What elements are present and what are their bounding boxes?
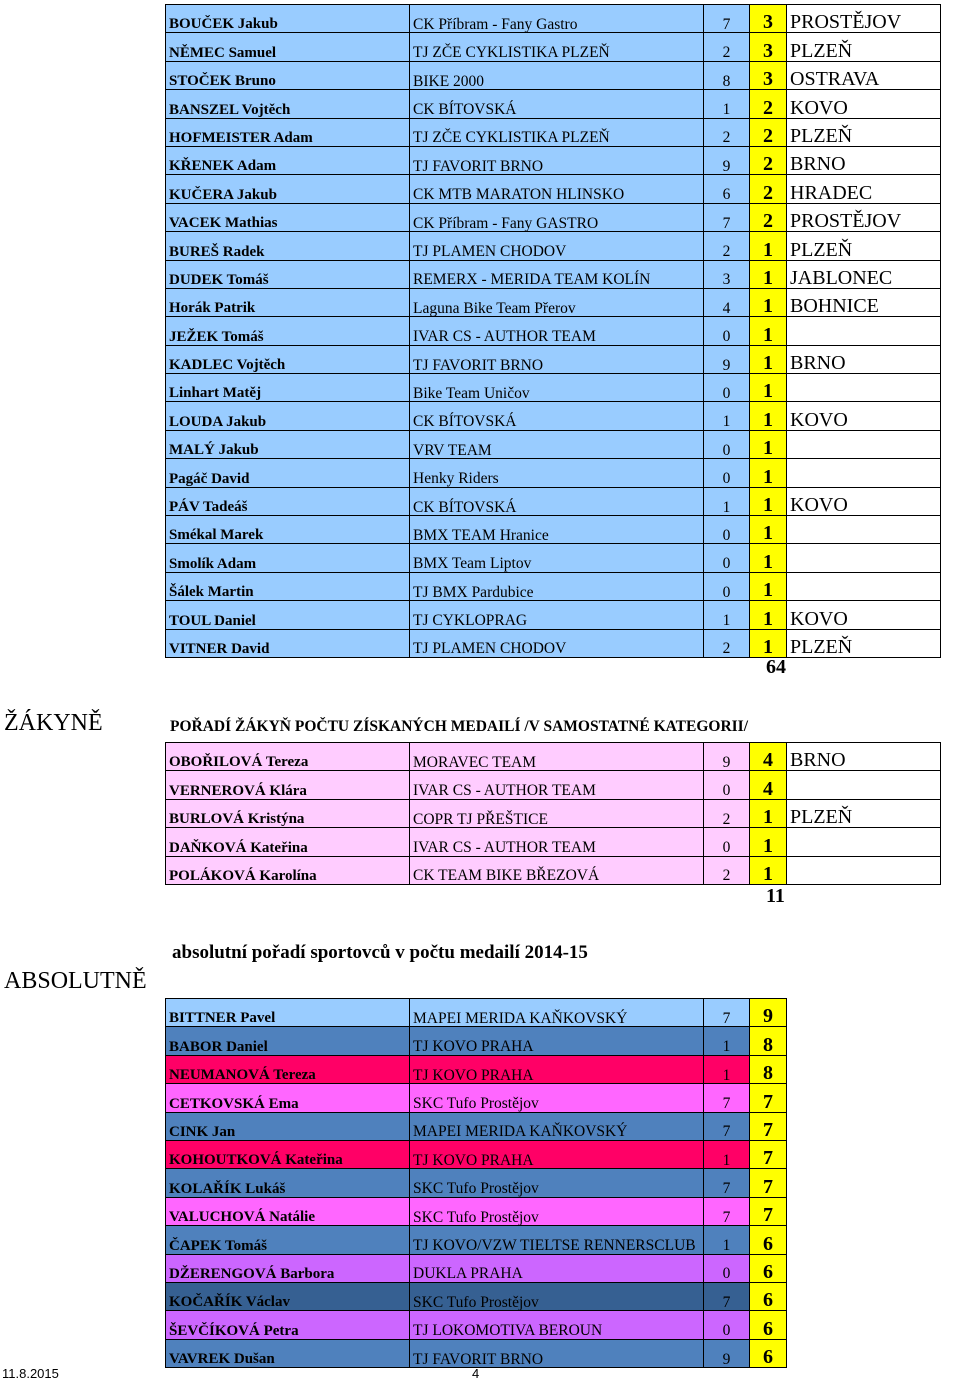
table-row	[166, 1140, 787, 1168]
athlete-name: VERNEROVÁ Klára	[166, 771, 410, 799]
number-cell: 1	[704, 90, 750, 118]
club-name: TJ PLAMEN CHODOV	[410, 629, 704, 657]
club-name: TJ CYKLOPRAG	[410, 601, 704, 629]
medal-count: 3	[750, 5, 787, 33]
club-name: CK TEAM BIKE BŘEZOVÁ	[410, 856, 704, 884]
number-cell: 2	[704, 118, 750, 146]
medal-count: 6	[750, 1311, 787, 1339]
table-row	[166, 799, 941, 827]
medal-count: 1	[750, 828, 787, 856]
medal-count: 1	[750, 629, 787, 657]
medal-count: 1	[750, 260, 787, 288]
athlete-name: HOFMEISTER Adam	[166, 118, 410, 146]
region-cell	[787, 572, 941, 600]
region-cell	[787, 516, 941, 544]
athlete-name: KŘENEK Adam	[166, 146, 410, 174]
medal-count: 2	[750, 118, 787, 146]
number-cell: 3	[704, 260, 750, 288]
table-row	[166, 1282, 787, 1310]
region-cell	[787, 459, 941, 487]
athlete-name: VITNER David	[166, 629, 410, 657]
number-cell: 9	[704, 345, 750, 373]
number-cell: 0	[704, 317, 750, 345]
athlete-name: VALUCHOVÁ Natálie	[166, 1197, 410, 1225]
table-row	[166, 743, 941, 771]
club-name: TJ KOVO PRAHA	[410, 1055, 704, 1083]
region-cell	[787, 430, 941, 458]
medal-count: 4	[750, 743, 787, 771]
athlete-name: BOUČEK Jakub	[166, 5, 410, 33]
table-row	[166, 1311, 787, 1339]
athlete-name: Linhart Matěj	[166, 374, 410, 402]
region-cell: PROSTĚJOV	[787, 5, 941, 33]
table-row	[166, 175, 941, 203]
athlete-name: Šálek Martin	[166, 572, 410, 600]
region-cell: BRNO	[787, 345, 941, 373]
medal-count: 2	[750, 146, 787, 174]
medal-count: 3	[750, 33, 787, 61]
club-name: CK Příbram - Fany Gastro	[410, 5, 704, 33]
medal-count: 1	[750, 317, 787, 345]
club-name: CK BÍTOVSKÁ	[410, 487, 704, 515]
table-row	[166, 828, 941, 856]
number-cell: 0	[704, 1311, 750, 1339]
number-cell: 7	[704, 1084, 750, 1112]
table-row	[166, 288, 941, 316]
medal-count: 6	[750, 1226, 787, 1254]
athlete-name: DŽERENGOVÁ Barbora	[166, 1254, 410, 1282]
table-row	[166, 232, 941, 260]
club-name: CK BÍTOVSKÁ	[410, 90, 704, 118]
region-cell	[787, 374, 941, 402]
athlete-name: DAŇKOVÁ Kateřina	[166, 828, 410, 856]
athlete-name: LOUDA Jakub	[166, 402, 410, 430]
region-cell: BRNO	[787, 743, 941, 771]
athlete-name: KOČAŘÍK Václav	[166, 1282, 410, 1310]
club-name: TJ FAVORIT BRNO	[410, 1339, 704, 1367]
absolute-title: absolutní pořadí sportovců v počtu medailí 2014-15	[172, 942, 588, 963]
number-cell: 7	[704, 1112, 750, 1140]
club-name: TJ KOVO PRAHA	[410, 1140, 704, 1168]
medal-count: 2	[750, 203, 787, 231]
number-cell: 7	[704, 999, 750, 1027]
medal-count: 7	[750, 1084, 787, 1112]
number-cell: 7	[704, 1197, 750, 1225]
club-name: TJ KOVO PRAHA	[410, 1027, 704, 1055]
region-cell: JABLONEC	[787, 260, 941, 288]
number-cell: 7	[704, 203, 750, 231]
athlete-name: PÁV Tadeáš	[166, 487, 410, 515]
athlete-name: BURLOVÁ Kristýna	[166, 799, 410, 827]
region-cell: PLZEŇ	[787, 629, 941, 657]
medal-count: 7	[750, 1169, 787, 1197]
medal-count: 1	[750, 516, 787, 544]
number-cell: 0	[704, 1254, 750, 1282]
girls-side-label: ŽÁKYNĚ	[4, 710, 103, 736]
athlete-name: POLÁKOVÁ Karolína	[166, 856, 410, 884]
number-cell: 9	[704, 146, 750, 174]
region-cell: PLZEŇ	[787, 799, 941, 827]
athlete-name: ČAPEK Tomáš	[166, 1226, 410, 1254]
number-cell: 0	[704, 516, 750, 544]
number-cell: 2	[704, 799, 750, 827]
club-name: CK BÍTOVSKÁ	[410, 402, 704, 430]
athlete-name: KOLAŘÍK Lukáš	[166, 1169, 410, 1197]
athlete-name: KUČERA Jakub	[166, 175, 410, 203]
table-row	[166, 1339, 787, 1367]
number-cell: 0	[704, 544, 750, 572]
table-row	[166, 544, 941, 572]
region-cell	[787, 856, 941, 884]
number-cell: 7	[704, 1282, 750, 1310]
number-cell: 1	[704, 487, 750, 515]
medal-count: 6	[750, 1339, 787, 1367]
athlete-name: BABOR Daniel	[166, 1027, 410, 1055]
medal-count: 8	[750, 1055, 787, 1083]
club-name: DUKLA PRAHA	[410, 1254, 704, 1282]
club-name: TJ ZČE CYKLISTIKA PLZEŇ	[410, 33, 704, 61]
club-name: IVAR CS - AUTHOR TEAM	[410, 317, 704, 345]
table-row	[166, 1084, 787, 1112]
number-cell: 1	[704, 1226, 750, 1254]
athlete-name: OBOŘILOVÁ Tereza	[166, 743, 410, 771]
region-cell	[787, 544, 941, 572]
table-row	[166, 402, 941, 430]
girls-total: 11	[766, 885, 785, 907]
table-row	[166, 5, 941, 33]
number-cell: 0	[704, 430, 750, 458]
athlete-name: Smolík Adam	[166, 544, 410, 572]
region-cell: PLZEŇ	[787, 232, 941, 260]
club-name: TJ LOKOMOTIVA BEROUN	[410, 1311, 704, 1339]
table-row	[166, 629, 941, 657]
number-cell: 0	[704, 374, 750, 402]
club-name: IVAR CS - AUTHOR TEAM	[410, 828, 704, 856]
medal-count: 1	[750, 232, 787, 260]
medal-count: 1	[750, 544, 787, 572]
table-row	[166, 1226, 787, 1254]
athlete-name: STOČEK Bruno	[166, 61, 410, 89]
medal-count: 1	[750, 856, 787, 884]
number-cell: 2	[704, 629, 750, 657]
athlete-name: BUREŠ Radek	[166, 232, 410, 260]
footer-date: 11.8.2015	[2, 1366, 59, 1381]
region-cell: KOVO	[787, 402, 941, 430]
athlete-name: VAVREK Dušan	[166, 1339, 410, 1367]
number-cell: 1	[704, 402, 750, 430]
club-name: BMX Team Liptov	[410, 544, 704, 572]
athlete-name: BITTNER Pavel	[166, 999, 410, 1027]
club-name: TJ BMX Pardubice	[410, 572, 704, 600]
region-cell: PLZEŇ	[787, 118, 941, 146]
table-row	[166, 317, 941, 345]
club-name: Henky Riders	[410, 459, 704, 487]
medal-count: 6	[750, 1282, 787, 1310]
region-cell: HRADEC	[787, 175, 941, 203]
region-cell: KOVO	[787, 487, 941, 515]
athlete-name: Horák Patrik	[166, 288, 410, 316]
medal-count: 7	[750, 1197, 787, 1225]
athlete-name: NĚMEC Samuel	[166, 33, 410, 61]
table-row	[166, 33, 941, 61]
number-cell: 7	[704, 1169, 750, 1197]
athlete-name: KOHOUTKOVÁ Kateřina	[166, 1140, 410, 1168]
club-name: BIKE 2000	[410, 61, 704, 89]
footer-page-number: 4	[472, 1366, 480, 1381]
region-cell	[787, 771, 941, 799]
medal-count: 1	[750, 288, 787, 316]
club-name: MORAVEC TEAM	[410, 743, 704, 771]
number-cell: 9	[704, 1339, 750, 1367]
number-cell: 1	[704, 1140, 750, 1168]
club-name: CK Příbram - Fany GASTRO	[410, 203, 704, 231]
region-cell: BRNO	[787, 146, 941, 174]
region-cell: OSTRAVA	[787, 61, 941, 89]
table-row	[166, 516, 941, 544]
table-row	[166, 430, 941, 458]
club-name: SKC Tufo Prostějov	[410, 1169, 704, 1197]
athlete-name: KADLEC Vojtěch	[166, 345, 410, 373]
number-cell: 7	[704, 5, 750, 33]
table-row	[166, 1112, 787, 1140]
medal-count: 1	[750, 572, 787, 600]
table-row	[166, 1055, 787, 1083]
table-row	[166, 771, 941, 799]
table-row	[166, 1197, 787, 1225]
club-name: IVAR CS - AUTHOR TEAM	[410, 771, 704, 799]
table-row	[166, 999, 787, 1027]
region-cell	[787, 317, 941, 345]
number-cell: 0	[704, 771, 750, 799]
table-row	[166, 90, 941, 118]
girls-medal-table	[165, 742, 941, 885]
medal-count: 1	[750, 402, 787, 430]
medal-count: 7	[750, 1140, 787, 1168]
table-row	[166, 572, 941, 600]
club-name: TJ FAVORIT BRNO	[410, 146, 704, 174]
table-row	[166, 856, 941, 884]
club-name: Laguna Bike Team Přerov	[410, 288, 704, 316]
athlete-name: BANSZEL Vojtěch	[166, 90, 410, 118]
athlete-name: CINK Jan	[166, 1112, 410, 1140]
absolute-side-label: ABSOLUTNĚ	[4, 968, 147, 994]
club-name: BMX TEAM Hranice	[410, 516, 704, 544]
number-cell: 0	[704, 572, 750, 600]
athlete-name: DUDEK Tomáš	[166, 260, 410, 288]
number-cell: 0	[704, 459, 750, 487]
number-cell: 8	[704, 61, 750, 89]
club-name: SKC Tufo Prostějov	[410, 1197, 704, 1225]
club-name: SKC Tufo Prostějov	[410, 1084, 704, 1112]
medal-count: 8	[750, 1027, 787, 1055]
number-cell: 1	[704, 601, 750, 629]
club-name: TJ FAVORIT BRNO	[410, 345, 704, 373]
medal-count: 1	[750, 374, 787, 402]
medal-count: 1	[750, 601, 787, 629]
club-name: TJ ZČE CYKLISTIKA PLZEŇ	[410, 118, 704, 146]
medal-count: 1	[750, 430, 787, 458]
medal-count: 2	[750, 175, 787, 203]
table-row	[166, 374, 941, 402]
number-cell: 4	[704, 288, 750, 316]
medal-count: 3	[750, 61, 787, 89]
medal-count: 2	[750, 90, 787, 118]
athlete-name: Pagáč David	[166, 459, 410, 487]
medal-count: 1	[750, 459, 787, 487]
athlete-name: ŠEVČÍKOVÁ Petra	[166, 1311, 410, 1339]
athlete-name: JEŽEK Tomáš	[166, 317, 410, 345]
athlete-name: VACEK Mathias	[166, 203, 410, 231]
club-name: MAPEI MERIDA KAŇKOVSKÝ	[410, 999, 704, 1027]
athlete-name: MALÝ Jakub	[166, 430, 410, 458]
region-cell: BOHNICE	[787, 288, 941, 316]
region-cell: PROSTĚJOV	[787, 203, 941, 231]
number-cell: 2	[704, 232, 750, 260]
number-cell: 1	[704, 1027, 750, 1055]
medal-count: 4	[750, 771, 787, 799]
table-row	[166, 345, 941, 373]
table-row	[166, 487, 941, 515]
club-name: Bike Team Uničov	[410, 374, 704, 402]
region-cell: KOVO	[787, 90, 941, 118]
table-row	[166, 601, 941, 629]
number-cell: 2	[704, 33, 750, 61]
club-name: TJ KOVO/VZW TIELTSE RENNERSCLUB	[410, 1226, 704, 1254]
club-name: COPR TJ PŘEŠTICE	[410, 799, 704, 827]
club-name: REMERX - MERIDA TEAM KOLÍN	[410, 260, 704, 288]
athlete-name: NEUMANOVÁ Tereza	[166, 1055, 410, 1083]
number-cell: 6	[704, 175, 750, 203]
club-name: SKC Tufo Prostějov	[410, 1282, 704, 1310]
region-cell: KOVO	[787, 601, 941, 629]
club-name: TJ PLAMEN CHODOV	[410, 232, 704, 260]
medal-count: 1	[750, 487, 787, 515]
table-row	[166, 118, 941, 146]
table-row	[166, 459, 941, 487]
medal-count: 9	[750, 999, 787, 1027]
table-row	[166, 260, 941, 288]
medal-count: 6	[750, 1254, 787, 1282]
number-cell: 0	[704, 828, 750, 856]
boys-total: 64	[766, 656, 786, 678]
region-cell	[787, 828, 941, 856]
club-name: MAPEI MERIDA KAŇKOVSKÝ	[410, 1112, 704, 1140]
absolute-medal-table	[165, 998, 787, 1368]
table-row	[166, 61, 941, 89]
table-row	[166, 203, 941, 231]
boys-medal-table	[165, 4, 941, 658]
medal-count: 1	[750, 799, 787, 827]
athlete-name: TOUL Daniel	[166, 601, 410, 629]
table-row	[166, 1254, 787, 1282]
medal-count: 7	[750, 1112, 787, 1140]
region-cell: PLZEŇ	[787, 33, 941, 61]
number-cell: 9	[704, 743, 750, 771]
table-row	[166, 1169, 787, 1197]
medal-count: 1	[750, 345, 787, 373]
athlete-name: CETKOVSKÁ Ema	[166, 1084, 410, 1112]
table-row	[166, 1027, 787, 1055]
club-name: VRV TEAM	[410, 430, 704, 458]
table-row	[166, 146, 941, 174]
club-name: CK MTB MARATON HLINSKO	[410, 175, 704, 203]
number-cell: 1	[704, 1055, 750, 1083]
athlete-name: Smékal Marek	[166, 516, 410, 544]
girls-title: POŘADÍ ŽÁKYŇ POČTU ZÍSKANÝCH MEDAILÍ /V SAMOSTATNÉ KATEGORII/	[170, 718, 749, 735]
number-cell: 2	[704, 856, 750, 884]
